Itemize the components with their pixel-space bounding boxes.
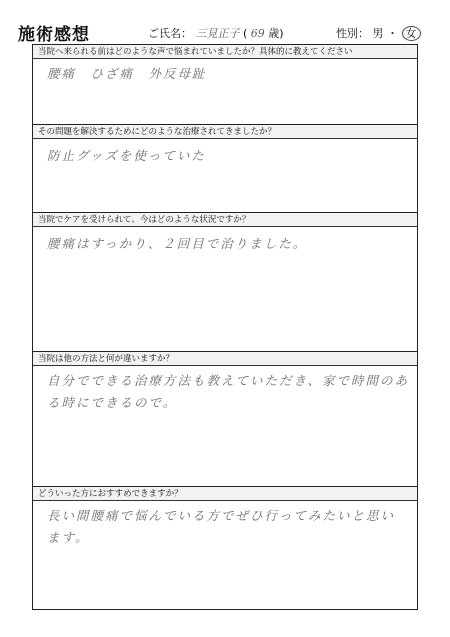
name-label: ご氏名：	[148, 27, 192, 40]
question-difference: 当院は他の方法と何が違いますか？	[33, 352, 417, 366]
section-recommendation	[33, 487, 417, 609]
question-symptoms: 当院へ来られる前はどのような声で悩まれていましたか？具体的に教えてください	[33, 45, 417, 59]
answer-previous-treatment: 防止グッズを使っていた	[47, 148, 206, 163]
gender-label: 性別：	[336, 27, 369, 40]
age-open: (	[243, 27, 248, 40]
name-field	[148, 25, 284, 41]
section-symptoms	[33, 45, 417, 123]
name-value: 三見正子	[195, 27, 240, 40]
survey-form	[32, 44, 418, 610]
gender-female-circled: 女	[402, 26, 421, 41]
section-difference	[33, 352, 417, 486]
answer-current-status: 腰痛はすっかり、２回目で治りました。	[47, 236, 308, 251]
gender-field	[336, 25, 421, 41]
question-current-status: 当院でケアを受けられて、今はどのような状況ですか？	[33, 213, 417, 227]
form-header	[18, 18, 428, 44]
section-previous-treatment	[33, 125, 417, 219]
gender-male: 男	[372, 27, 384, 40]
section-current-status	[33, 213, 417, 351]
question-recommendation: どういった方におすすめできますか？	[33, 487, 417, 501]
age-value: 69	[250, 27, 265, 40]
age-unit: 歳)	[268, 27, 284, 40]
answer-difference: 自分でできる治療方法も教えていただき、家で時間のある時にできるので。	[47, 373, 410, 410]
gender-separator: ・	[387, 27, 398, 40]
answer-recommendation: 長い間腰痛で悩んでいる方でぜひ行ってみたいと思います。	[47, 508, 396, 545]
question-previous-treatment: その問題を解決するためにどのような治療されてきましたか？	[33, 125, 417, 139]
page-title: 施術感想	[18, 25, 90, 45]
answer-symptoms: 腰痛 ひざ痛 外反母趾	[47, 66, 207, 81]
